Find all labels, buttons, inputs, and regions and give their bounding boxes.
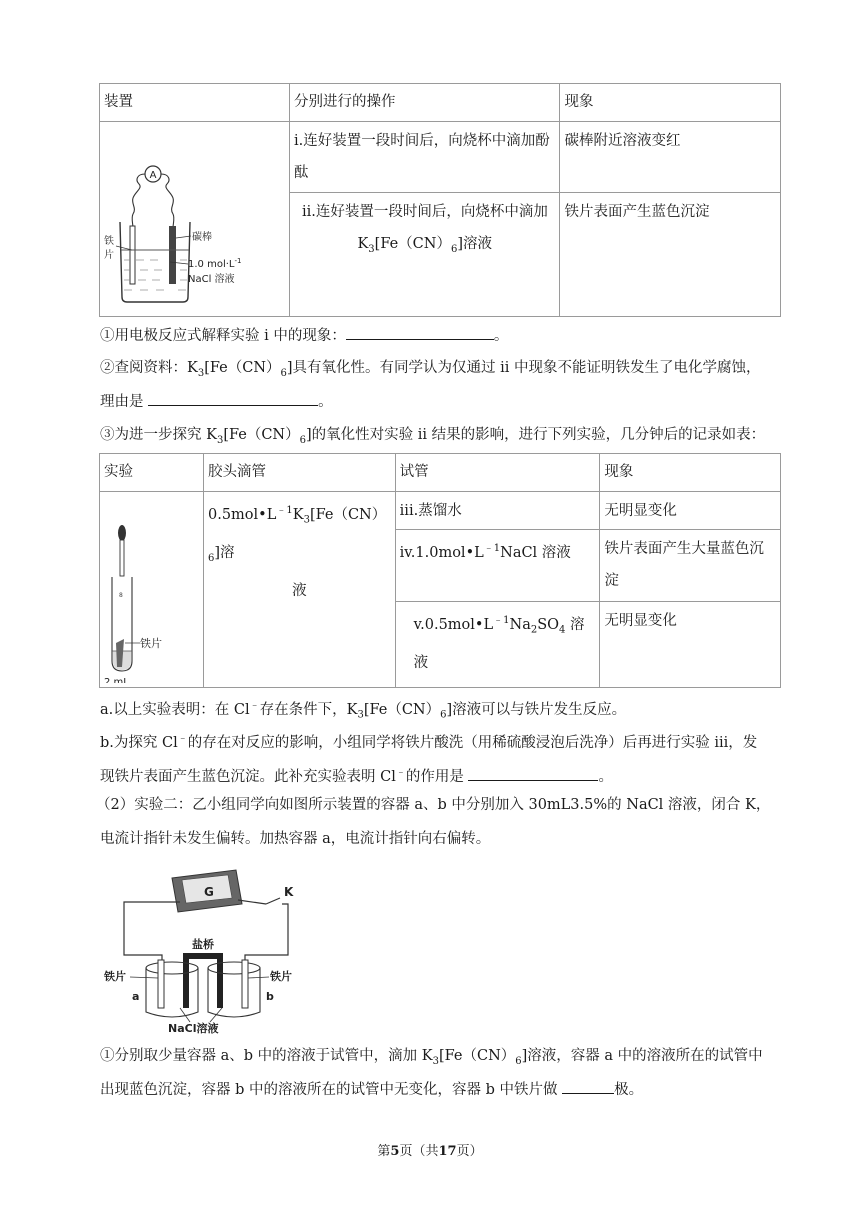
carbon-pointer (176, 236, 191, 238)
phenomenon-2-cell: 铁片表面产生蓝色沉淀 (560, 193, 781, 317)
beaker-b-top (208, 962, 260, 974)
question-2: ②查阅资料：$K_3[Fe(CN)_6]$具有氧化性。有同学认为仅通过 ii 中现象不能证明铁发生了电化学腐蚀， (100, 360, 761, 379)
test-tube-figure-cell (100, 492, 204, 688)
carbon-label: 碳棒 (192, 232, 212, 243)
right-circuit-wire-2 (245, 904, 288, 972)
left-wire (132, 174, 145, 228)
operation-2-line1: ii.连好装置一段时间后，向烧杯中滴加 (301, 204, 548, 220)
page-number: 5 (390, 1144, 400, 1159)
part-2-line2: 电流计指针未发生偏转。加热容器 a，电流计指针向右偏转。 (100, 831, 491, 847)
table-header-cell: 现象 (560, 84, 781, 122)
beaker-a-top (146, 962, 198, 974)
dropper-bulb (118, 525, 126, 541)
dropper-tube (120, 540, 124, 576)
answer-blank-4[interactable] (562, 1078, 614, 1094)
iron-strip-b (242, 960, 248, 1008)
apparatus-figure-cell (100, 122, 290, 317)
operation-1-line1: i.连好装置一段时间后，向烧杯中滴加酚 (293, 133, 550, 149)
question-1: ①用电极反应式解释实验 i 中的现象： 。 (100, 320, 790, 353)
phenomenon-1-cell: 碳棒附近溶液变红 (560, 122, 781, 193)
table-ferricyanide (99, 453, 781, 688)
salt-bridge-label: 盐桥 (192, 938, 214, 951)
ammeter-label: A (149, 170, 157, 181)
table-header-cell: 实验 (100, 454, 204, 492)
table-header-cell: 试管 (395, 454, 600, 492)
iron-label: 铁 (104, 236, 114, 247)
iron-electrode (130, 226, 135, 284)
question-4: ①分别取少量容器 a、b 中的溶液于试管中，滴加 $K_3[Fe(CN)_6]$溶液，容器 a 中的溶液所在的试管中 (100, 1048, 763, 1067)
operation-1-cell (289, 122, 559, 193)
right-wire (161, 174, 174, 228)
phenomenon-iii-cell: 无明显变化 (600, 492, 781, 530)
phenomenon-iv-cell: 铁片表面产生大量蓝色沉 淀 (600, 530, 781, 602)
container-b-label: b (266, 990, 274, 1003)
table-header-cell: 分别进行的操作 (289, 84, 559, 122)
answer-blank-3[interactable] (468, 765, 598, 781)
page-total: 17 (438, 1144, 457, 1159)
question-4-line2: 出现蓝色沉淀，容器 b 中的溶液所在的试管中无变化，容器 b 中铁片做 极。 (100, 1074, 790, 1107)
iron-label-2: 片 (104, 250, 114, 261)
tube-1-cell: iii.蒸馏水 (395, 492, 600, 530)
question-2-line2: 理由是 。 (100, 386, 790, 419)
beaker-a (146, 968, 198, 1017)
tube-2-cell: $iv.1.0mol•L^{﹣1}NaCl$ 溶液 (395, 530, 600, 602)
iron-left-label: 铁片 (104, 970, 126, 983)
nacl-solution-label: NaCl溶液 (168, 1022, 219, 1035)
galvanic-cell-figure (100, 860, 310, 1035)
beaker-b (208, 968, 260, 1017)
table-header-cell: 现象 (600, 454, 781, 492)
paragraph-a: a.以上实验表明：在 Cl﹣存在条件下，$K_3[Fe(CN)_6]$溶液可以与铁片发生反应。 (100, 700, 627, 721)
operation-1-line2: 酞 (293, 165, 309, 181)
table-header-cell: 装置 (100, 84, 290, 122)
answer-blank-1[interactable] (346, 324, 494, 340)
page-footer: 第5页（共17页） (377, 1144, 483, 1159)
paragraph-b: b.为探究 Cl﹣的存在对反应的影响，小组同学将铁片酸洗（用稀硫酸浸泡后洗净）后再进行实验 iii，发 (100, 733, 758, 751)
paragraph-b-line2: 现铁片表面产生蓝色沉淀。此补充实验表明 Cl﹣的作用是 。 (100, 756, 790, 794)
table-electrochem (99, 83, 781, 317)
dropper-line1: $0.5mol•L^{﹣1}K_3[Fe(CN)_6]$溶 (207, 505, 387, 564)
switch-k (266, 898, 280, 904)
carbon-rod (169, 226, 176, 284)
beaker-apparatus-figure (100, 122, 288, 312)
iron-right-pointer (248, 977, 269, 978)
switch-label: K (284, 885, 294, 899)
part-2: （2）实验二：乙小组同学向如图所示装置的容器 a、b 中分别加入 30mL3.5%的 NaCl 溶液，闭合 K， (96, 797, 771, 813)
volume-label: 2 mL (104, 676, 129, 683)
iron-label: 铁片 (140, 636, 162, 650)
table-header-cell: 胶头滴管 (203, 454, 395, 492)
solution-label: NaCl 溶液 (188, 274, 235, 285)
container-a-label: a (132, 990, 140, 1003)
solution-pointer-b (210, 1008, 222, 1022)
test-tube-figure (100, 493, 202, 683)
tube-marker: 8 (119, 591, 123, 599)
answer-blank-2[interactable] (148, 390, 318, 406)
concentration-label: 1.0 $mol\cdot L^{-1}$ (188, 257, 242, 270)
tube-3-cell: $v.0.5mol•L^{﹣1}Na_2SO_4$ 溶液 (395, 602, 600, 688)
operation-2-cell (289, 193, 559, 317)
dropper-cell (203, 492, 395, 688)
iron-left-pointer (130, 977, 158, 978)
iron-right-label: 铁片 (270, 970, 292, 983)
galvanometer-label: G (204, 885, 214, 899)
operation-2-line2: $K_3[Fe(CN)_6]$溶液 (357, 236, 492, 255)
iron-strip-a (158, 960, 164, 1008)
question-3: ③为进一步探究 $K_3[Fe(CN)_6]$的氧化性对实验 ii 结果的影响，进行下列实验，几分钟后的记录如表： (100, 427, 766, 446)
phenomenon-v-cell: 无明显变化 (600, 602, 781, 688)
dropper-line2: 液 (292, 582, 307, 599)
